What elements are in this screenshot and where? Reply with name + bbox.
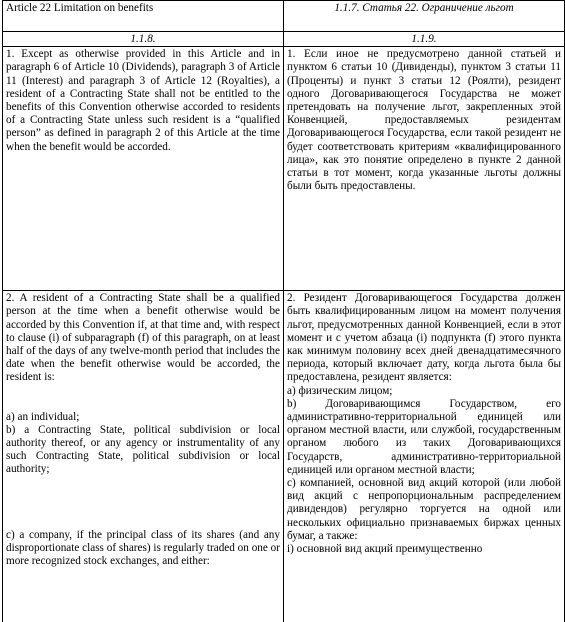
subparagraph-c-ru: с) компанией, основной вид акций которой (или любой вид акций с непропорциональным распределением дивидендов) регулярно торгуется на одной или нескольких официально признаваемых биржах ценных бумаг, а также: xyxy=(287,477,561,542)
clause-i-ru: i) основной вид акций преимущественно xyxy=(287,543,483,556)
paragraph-2-en-intro: 2. A resident of a Contracting State shall be a qualified person at the time when a benefit otherwise would be accorded by this Convention if, at that time and, with respect to clause (i) of subparagraph (f) of this paragraph, on at least half of the days of any twelve-month period that includes the date when the benefit otherwise would be accorded, the resident is: xyxy=(6,292,280,384)
paragraph-1-ru-text: 1. Если иное не предусмотрено данной статьей и пунктом 6 статьи 10 (Дивиденды), пунктом 3 статьи 11 (Проценты) и пункт 3 статьи 12 (Роялти), резидент одного Договаривающегося Государства не может претендовать на получение льгот, закрепленных этой Конвенцией, предоставляемых резидентам Договаривающегося Государства, если такой резидент не будет соответствовать критериям «квалифицированного лица», как это понятие определено в пункте 2 данной статьи в тот момент, когда указанные льготы должны были быть предоставлены. xyxy=(287,48,561,193)
header-right-cell xyxy=(284,1,565,32)
article-title-en: Article 22 Limitation on benefits xyxy=(6,2,154,14)
subparagraph-a-ru: а) физическим лицом; xyxy=(287,384,393,397)
subparagraph-b-ru: b) Договаривающимся Государством, его административно-территориальной единицей или органом местной власти, или службой, государственным органом любого из таких Договаривающихся Государств, административно-территориальной единицей или органом местной власти; xyxy=(287,397,561,476)
subparagraph-c-en: c) a company, if the principal class of its shares (and any disproportionate class of shares) is regularly traded on one or more recognized stock exchanges, and either: xyxy=(6,528,280,568)
numbering-row xyxy=(3,32,565,47)
paragraph-1-en-text: 1. Except as otherwise provided in this Article and in paragraph 6 of Article 10 (Dividends), paragraph 3 of Article 11 (Interest) and paragraph 3 of Article 12 (Royalties), a resident of a Contracting State shall not be entitled to the benefits of this Convention otherwise accorded to residents of a Contracting State unless such resident is a “qualified person” as defined in paragraph 2 of this Article at the time when the benefit would be accorded. xyxy=(6,48,280,153)
paragraph-1-en xyxy=(3,47,284,291)
numbering-right: 1.1.9. xyxy=(284,32,565,47)
subparagraph-a-en: a) an individual; xyxy=(6,410,80,423)
numbering-left: 1.1.8. xyxy=(3,32,284,47)
paragraph-2-en xyxy=(3,291,284,622)
header-row xyxy=(3,1,565,32)
paragraph-1-row xyxy=(3,47,565,291)
paragraph-1-ru xyxy=(284,47,565,291)
paragraph-2-ru-intro: 2. Резидент Договаривающегося Государства должен быть квалифицированным лицом на момент получения льгот, предусмотренных данной Конвенцией, если в этот момент и с учетом абзаца (i) подпункта (f) этого пункта как минимум половину всех дней двенадцатимесячного периода, который включает дату, когда льгота была бы предоставлена, резидент является: xyxy=(287,292,561,384)
paragraph-2-row xyxy=(3,291,565,622)
subparagraph-b-en: b) a Contracting State, political subdivision or local authority thereof, or any agency or instrumentality of any such Contracting State, political subdivision or local authority; xyxy=(6,423,280,476)
bilingual-table xyxy=(2,0,565,622)
header-left-cell xyxy=(3,1,284,32)
article-title-ru: 1.1.7. Статья 22. Ограничение льгот xyxy=(334,2,514,14)
paragraph-2-ru xyxy=(284,291,565,622)
document-page xyxy=(2,0,563,609)
